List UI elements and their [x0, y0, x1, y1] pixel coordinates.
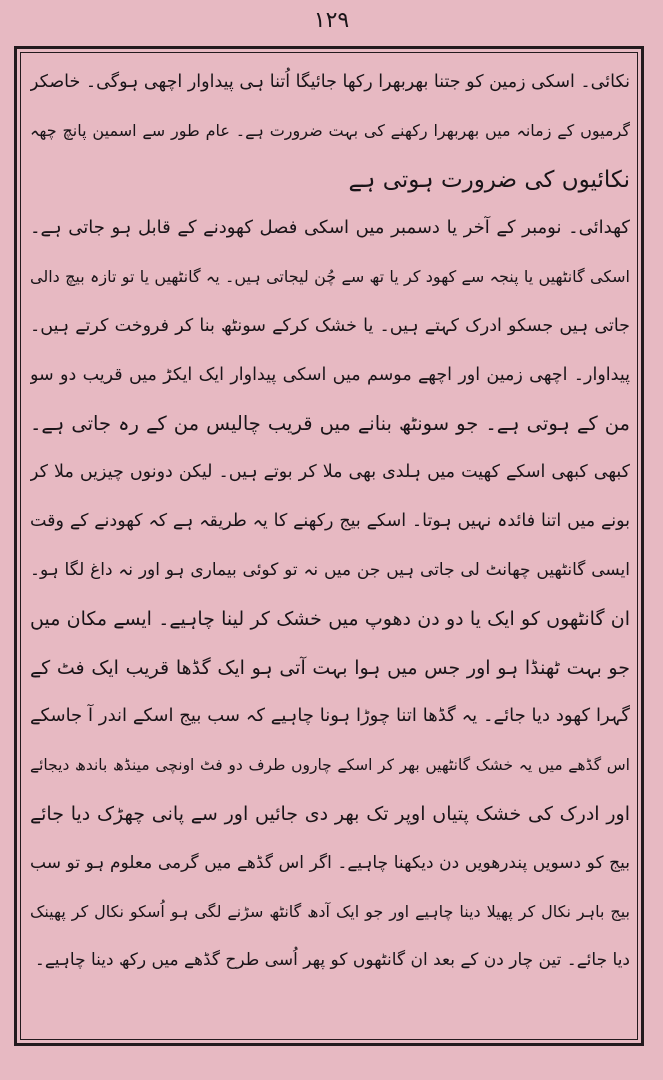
text-line: بونے میں اتنا فائدہ نہیں ہوتا۔ اسکے بیج رکھنے کا یہ طریقہ ہے کہ کھودنے کے وقت — [30, 511, 630, 532]
text-line: دیا جائے۔ تین چار دن کے بعد ان گانٹھوں کو پھر اُسی طرح گڈھے میں رکھ دینا چاہیے۔ — [34, 950, 630, 971]
text-line: گرمیوں کے زمانہ میں بھربھرا رکھنے کی بہت ضرورت ہے۔ عام طور سے اسمین پانچ چھہ — [30, 120, 630, 140]
text-line: ایسی گانٹھیں چھانٹ لی جاتی ہیں جن میں نہ تو کوئی بیماری ہو اور نہ داغ لگا ہو۔ — [30, 559, 630, 580]
text-line: پیداوار۔ اچھی زمین اور اچھے موسم میں اسکی پیداوار ایک ایکڑ میں قریب دو سو — [30, 364, 630, 385]
text-line: کھدائی۔ نومبر کے آخر یا دسمبر میں اسکی فصل کھودنے کے قابل ہو جاتی ہے۔ — [30, 217, 630, 239]
text-line: ان گانٹھوں کو ایک یا دو دن دھوپ میں خشک کر لینا چاہیے۔ ایسے مکان میں — [30, 607, 630, 630]
text-line: نکائیوں کی ضرورت ہوتی ہے — [348, 166, 630, 193]
body-text — [30, 58, 630, 1034]
text-line: بیج باہر نکال کر پھیلا دینا چاہیے اور جو ایک آدھ گانٹھ سڑنے لگی ہو اُسکو نکال کر پھینک — [30, 901, 630, 921]
text-line: نکائی۔ اسکی زمین کو جتنا بھربھرا رکھا جائیگا اُتنا ہی پیداوار اچھی ہوگی۔ خاصکر — [30, 72, 630, 92]
text-line: اور ادرک کی خشک پتیاں اوپر تک بھر دی جائیں اور سے پانی چھڑک دیا جائے — [30, 802, 630, 825]
text-line: من کے ہوتی ہے۔ جو سونٹھ بنانے میں قریب چالیس من کے رہ جاتی ہے۔ — [30, 411, 630, 435]
text-line: جو بہت ٹھنڈا ہو اور جس میں ہوا بہت آتی ہو ایک گڈھا قریب ایک فٹ کے — [30, 656, 630, 679]
text-line: جاتی ہیں جسکو ادرک کہتے ہیں۔ یا خشک کرکے سونٹھ بنا کر فروخت کرتے ہیں۔ — [30, 315, 630, 336]
text-line: اسکی گانٹھیں یا پنجہ سے کھود کر یا تھ سے چُن لیجاتی ہیں۔ یہ گانٹھیں یا تو تازہ بیچ دالی — [30, 267, 630, 287]
text-line: اس گڈھے میں یہ خشک گانٹھیں بھر کر اسکے چاروں طرف دو فٹ اونچی مینڈھ باندھ دیجائے — [30, 756, 630, 775]
text-line: گہرا کھود دیا جائے۔ یہ گڈھا اتنا چوڑا ہونا چاہیے کہ سب بیج اسکے اندر آ جاسکے — [30, 705, 630, 727]
text-line: بیج کو دسویں پندرھویں دن دیکھنا چاہیے۔ اگر اس گڈھے میں گرمی معلوم ہو تو سب — [30, 852, 630, 873]
text-line: کبھی کبھی اسکے کھیت میں ہلدی بھی ملا کر بوتے ہیں۔ لیکن دونوں چیزیں ملا کر — [30, 462, 630, 483]
page-number: ۱۲۹ — [313, 8, 350, 33]
